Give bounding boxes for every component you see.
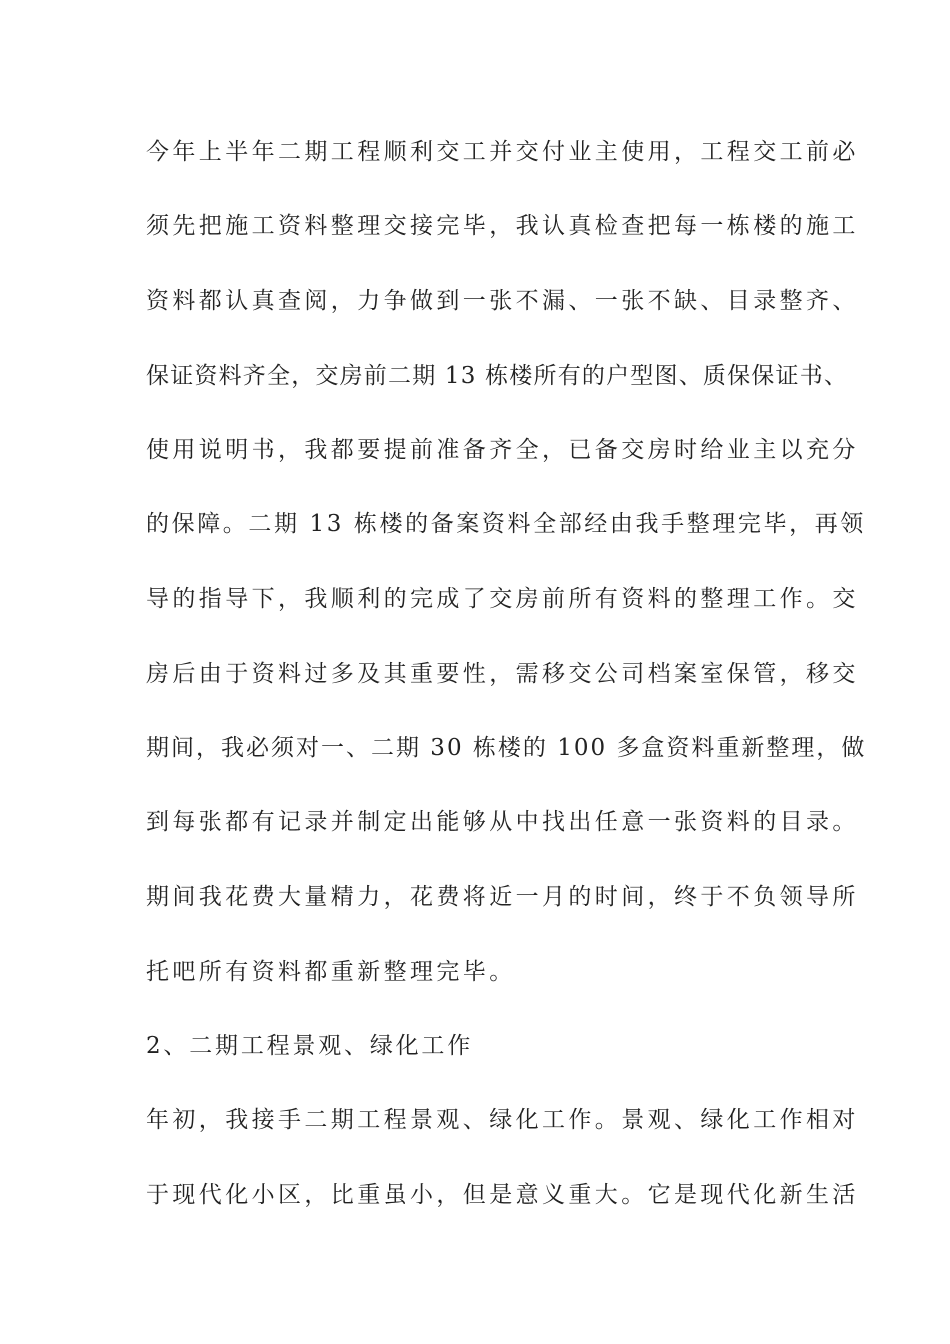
paragraph-line: 资料都认真查阅，力争做到一张不漏、一张不缺、目录整齐、 (146, 288, 859, 314)
paragraph-line: 导的指导下，我顺利的完成了交房前所有资料的整理工作。交 (146, 586, 859, 612)
paragraph-line: 托吧所有资料都重新整理完毕。 (146, 959, 516, 985)
paragraph-line: 到每张都有记录并制定出能够从中找出任意一张资料的目录。 (146, 809, 859, 835)
paragraph-line: 保证资料齐全，交房前二期 13 栋楼所有的户型图、质保保证书、 (146, 363, 849, 389)
paragraph-line: 今年上半年二期工程顺利交工并交付业主使用，工程交工前必 (146, 139, 859, 165)
paragraph-line: 使用说明书，我都要提前准备齐全，已备交房时给业主以充分 (146, 437, 859, 463)
paragraph-line: 于现代化小区，比重虽小，但是意义重大。它是现代化新生活 (146, 1182, 859, 1208)
paragraph-line: 期间，我必须对一、二期 30 栋楼的 100 多盒资料重新整理，做 (146, 735, 867, 761)
paragraph-line: 的保障。二期 13 栋楼的备案资料全部经由我手整理完毕，再领 (146, 511, 866, 537)
paragraph-line: 房后由于资料过多及其重要性，需移交公司档案室保管，移交 (146, 661, 859, 687)
paragraph-line: 须先把施工资料整理交接完毕，我认真检查把每一栋楼的施工 (146, 213, 859, 239)
paragraph-line: 期间我花费大量精力，花费将近一月的时间，终于不负领导所 (146, 884, 859, 910)
paragraph-line: 年初，我接手二期工程景观、绿化工作。景观、绿化工作相对 (146, 1107, 859, 1133)
section-heading: 2、二期工程景观、绿化工作 (146, 1033, 474, 1059)
